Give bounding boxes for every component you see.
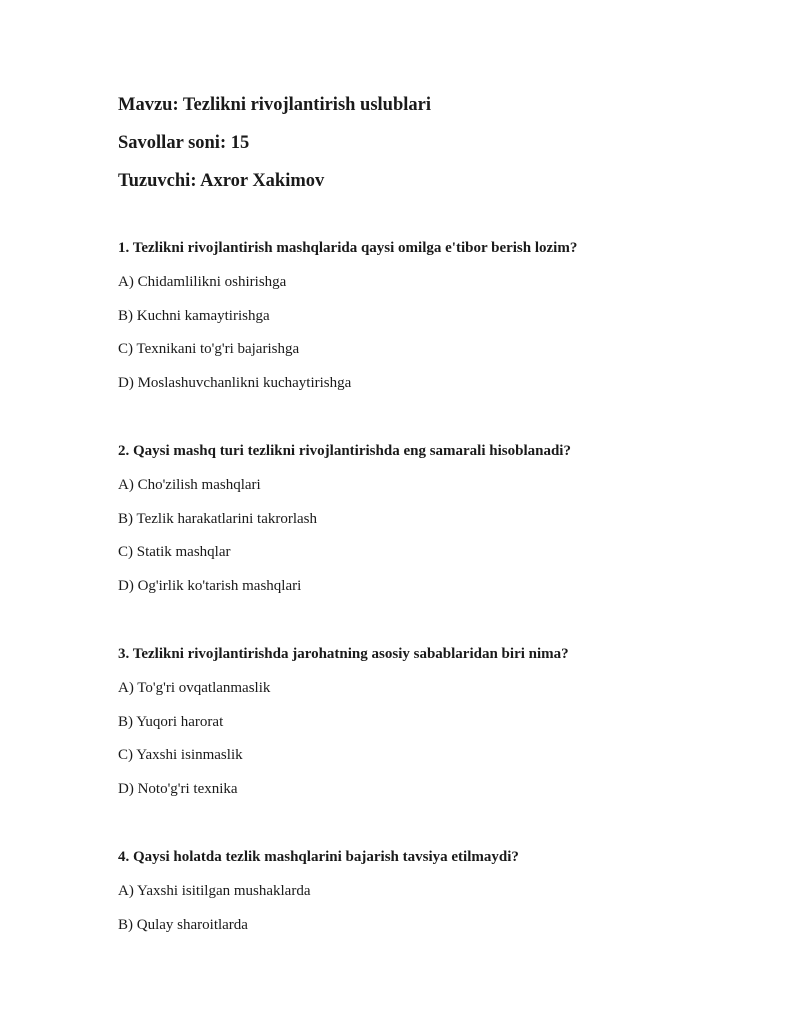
option-a: A) To'g'ri ovqatlanmaslik: [118, 680, 271, 696]
option-a: A) Yaxshi isitilgan mushaklarda: [118, 883, 311, 899]
topic-heading: Mavzu: Tezlikni rivojlantirish uslublari: [118, 95, 432, 115]
option-b: B) Tezlik harakatlarini takrorlash: [118, 511, 318, 527]
author-heading: Tuzuvchi: Axror Xakimov: [118, 171, 325, 191]
option-d: D) Noto'g'ri texnika: [118, 781, 238, 797]
option-c: C) Statik mashqlar: [118, 544, 231, 560]
question-text: 2. Qaysi mashq turi tezlikni rivojlantirishda eng samarali hisoblanadi?: [118, 443, 571, 459]
option-b: B) Qulay sharoitlarda: [118, 917, 248, 933]
option-b: B) Yuqori harorat: [118, 714, 224, 730]
option-c: C) Yaxshi isinmaslik: [118, 747, 243, 763]
option-d: D) Moslashuvchanlikni kuchaytirishga: [118, 375, 352, 391]
option-a: A) Chidamlilikni oshirishga: [118, 274, 287, 290]
option-a: A) Cho'zilish mashqlari: [118, 477, 261, 493]
option-c: C) Texnikani to'g'ri bajarishga: [118, 341, 300, 357]
document-page: [118, 0, 758, 1035]
option-d: D) Og'irlik ko'tarish mashqlari: [118, 578, 302, 594]
question-text: 1. Tezlikni rivojlantirish mashqlarida qaysi omilga e'tibor berish lozim?: [118, 240, 578, 256]
question-text: 3. Tezlikni rivojlantirishda jarohatning asosiy sabablaridan biri nima?: [118, 646, 569, 662]
question-text: 4. Qaysi holatda tezlik mashqlarini bajarish tavsiya etilmaydi?: [118, 849, 519, 865]
question-count-heading: Savollar soni: 15: [118, 133, 250, 153]
option-b: B) Kuchni kamaytirishga: [118, 308, 270, 324]
